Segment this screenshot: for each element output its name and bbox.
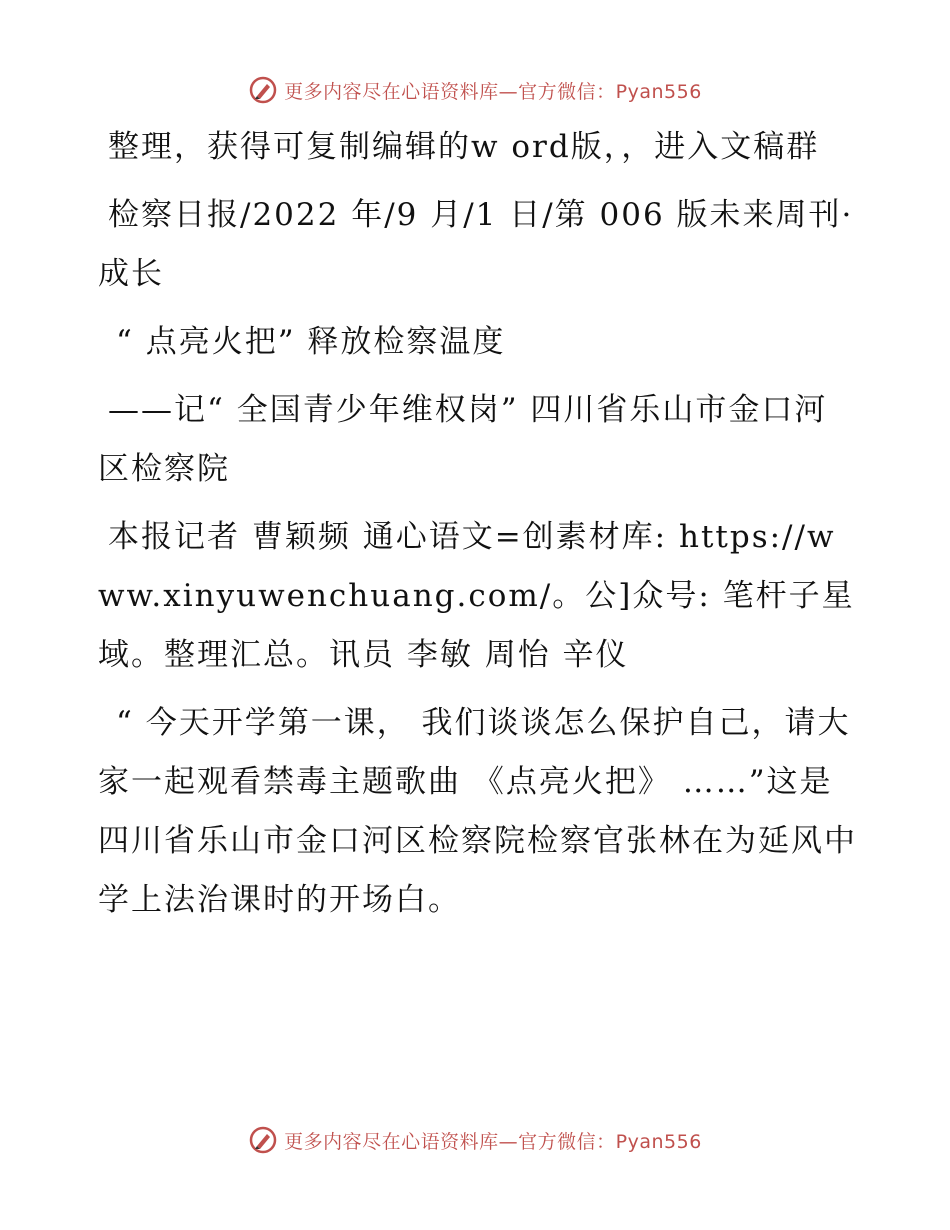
paragraph-body: “ 今天开学第一课， 我们谈谈怎么保护自己，请大家一起观看禁毒主题歌曲 《点亮火把》 ……”这是四川省乐山市金口河区检察院检察官张林在为延风中学上法治课时的开场白。	[98, 705, 857, 918]
footer-banner	[0, 1120, 950, 1160]
paragraph-byline: 本报记者 曹颖频 通心语文=创素材库: https://www.xinyuwenchuang.com/。公]众号: 笔杆子星域。整理汇总。讯员 李敏 周怡 辛仪	[98, 519, 855, 673]
header-banner	[0, 70, 950, 110]
pen-circle-logo-icon	[248, 75, 278, 105]
article-subtitle: ——记“ 全国青少年维权岗” 四川省乐山市金口河区检察院	[98, 392, 828, 487]
pen-circle-logo-icon	[248, 1125, 278, 1155]
header-banner-text: 更多内容尽在心语资料库—官方微信：Pyan556	[284, 80, 702, 103]
document-body	[98, 118, 858, 939]
article-title: “ 点亮火把” 释放检察温度	[116, 324, 506, 360]
footer-banner-text: 更多内容尽在心语资料库—官方微信：Pyan556	[284, 1130, 702, 1153]
paragraph-intro: 整理，获得可复制编辑的w ord版，，进入文稿群	[108, 129, 820, 165]
paragraph-source: 检察日报/2022 年/9 月/1 日/第 006 版未来周刊· 成长	[98, 197, 854, 292]
